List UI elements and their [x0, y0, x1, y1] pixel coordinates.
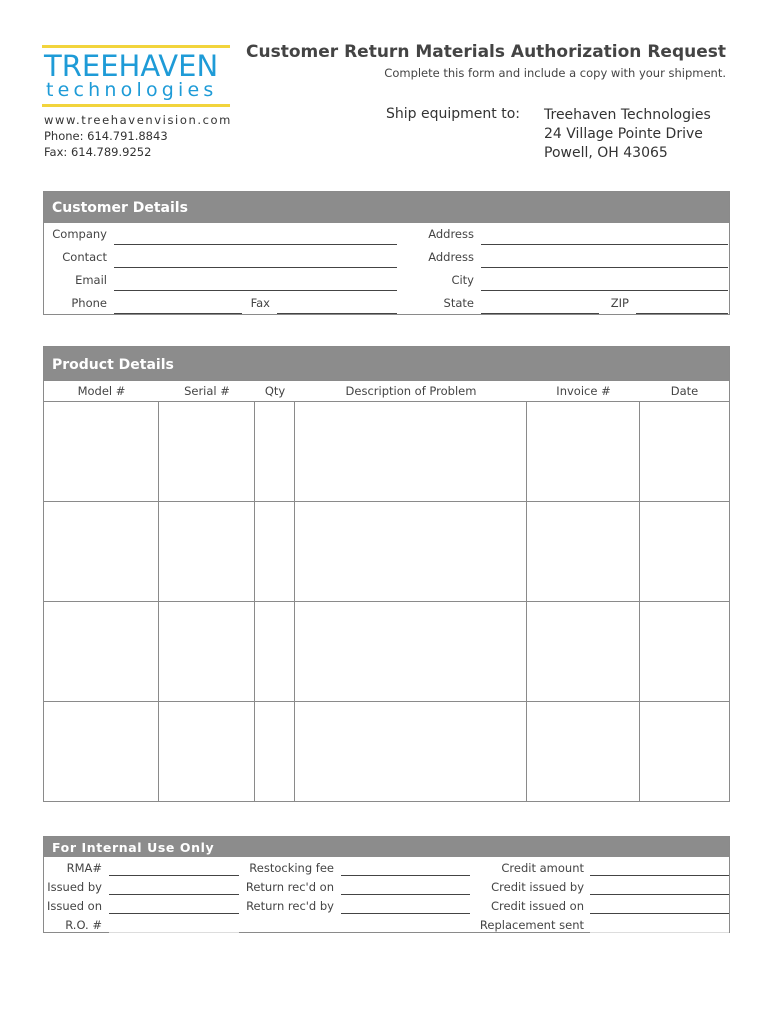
contact-field[interactable]: [114, 267, 397, 268]
product-column-headers: [44, 380, 729, 402]
col-header-date: Date: [670, 384, 699, 398]
city-field[interactable]: [481, 290, 728, 291]
ship-to-label: Ship equipment to:: [386, 106, 520, 122]
product-row-1[interactable]: [44, 402, 729, 501]
website-text: www.treehavenvision.com: [44, 113, 232, 127]
form-subtitle: Complete this form and include a copy with your shipment.: [384, 66, 726, 80]
ship-address-line-3: Powell, OH 43065: [544, 145, 668, 161]
credit-amount-label: Credit amount: [501, 861, 584, 875]
issued-by-label: Issued by: [47, 880, 102, 894]
state-field[interactable]: [481, 313, 599, 314]
ship-address-line-1: Treehaven Technologies: [544, 107, 711, 123]
company-field[interactable]: [114, 244, 397, 245]
internal-use-section: [43, 836, 730, 933]
rma-label: RMA#: [66, 861, 102, 875]
credit-issued-on-field[interactable]: [590, 913, 729, 914]
credit-issued-on-label: Credit issued on: [490, 899, 584, 913]
ro-label: R.O. #: [65, 918, 102, 932]
fax-field[interactable]: [277, 313, 397, 314]
contact-label: Contact: [62, 250, 107, 264]
credit-issued-by-field[interactable]: [590, 894, 729, 895]
fax-label: Fax: [250, 296, 270, 310]
phone-field[interactable]: [114, 313, 242, 314]
customer-details-section: [43, 191, 730, 315]
logo-subtitle: technologies: [46, 79, 218, 101]
credit-amount-field[interactable]: [590, 875, 729, 876]
col-header-serial: Serial #: [184, 384, 230, 398]
issued-by-field[interactable]: [109, 894, 239, 895]
address-1-field[interactable]: [481, 244, 728, 245]
customer-row-3: [44, 273, 729, 296]
logo-bottom-bar: [42, 104, 230, 107]
replacement-sent-field[interactable]: [590, 932, 729, 933]
issued-on-field[interactable]: [109, 913, 239, 914]
restocking-fee-field[interactable]: [341, 875, 470, 876]
restocking-fee-label: Restocking fee: [249, 861, 334, 875]
credit-issued-by-label: Credit issued by: [491, 880, 584, 894]
city-label: City: [451, 273, 474, 287]
product-row-4[interactable]: [44, 702, 729, 801]
company-label: Company: [52, 227, 107, 241]
customer-row-1: [44, 227, 729, 250]
replacement-sent-label: Replacement sent: [479, 918, 584, 932]
state-label: State: [443, 296, 474, 310]
email-label: Email: [75, 273, 107, 287]
product-row-2[interactable]: [44, 502, 729, 601]
customer-row-4: [44, 296, 729, 319]
company-logo: [42, 45, 230, 108]
customer-row-2: [44, 250, 729, 273]
address-2-label: Address: [428, 250, 474, 264]
zip-field[interactable]: [636, 313, 728, 314]
col-header-qty: Qty: [264, 384, 286, 398]
contact-info: [44, 112, 232, 160]
phone-text: Phone: 614.791.8843: [44, 129, 168, 143]
address-1-label: Address: [428, 227, 474, 241]
return-recd-by-label: Return rec'd by: [246, 899, 334, 913]
return-recd-by-field[interactable]: [341, 913, 470, 914]
product-details-header: Product Details: [44, 347, 729, 380]
col-header-invoice: Invoice #: [556, 384, 611, 398]
logo-wordmark: TREEHAVEN: [44, 49, 219, 83]
col-header-model: Model #: [77, 384, 126, 398]
product-table: [44, 402, 729, 801]
logo-top-bar: [42, 45, 230, 48]
zip-label: ZIP: [610, 296, 629, 310]
email-field[interactable]: [114, 290, 397, 291]
ro-field[interactable]: [109, 932, 239, 933]
fax-text: Fax: 614.789.9252: [44, 145, 152, 159]
phone-label: Phone: [71, 296, 107, 310]
customer-details-header: Customer Details: [44, 192, 729, 223]
internal-use-header: For Internal Use Only: [44, 837, 729, 857]
issued-on-label: Issued on: [46, 899, 102, 913]
form-title: Customer Return Materials Authorization Request: [246, 42, 726, 62]
col-header-description: Description of Problem: [345, 384, 477, 398]
return-recd-on-field[interactable]: [341, 894, 470, 895]
ship-address-line-2: 24 Village Pointe Drive: [544, 126, 703, 142]
product-row-3[interactable]: [44, 602, 729, 701]
ship-to-address: [544, 106, 711, 163]
product-details-section: [43, 346, 730, 802]
return-recd-on-label: Return rec'd on: [245, 880, 334, 894]
rma-field[interactable]: [109, 875, 239, 876]
address-2-field[interactable]: [481, 267, 728, 268]
